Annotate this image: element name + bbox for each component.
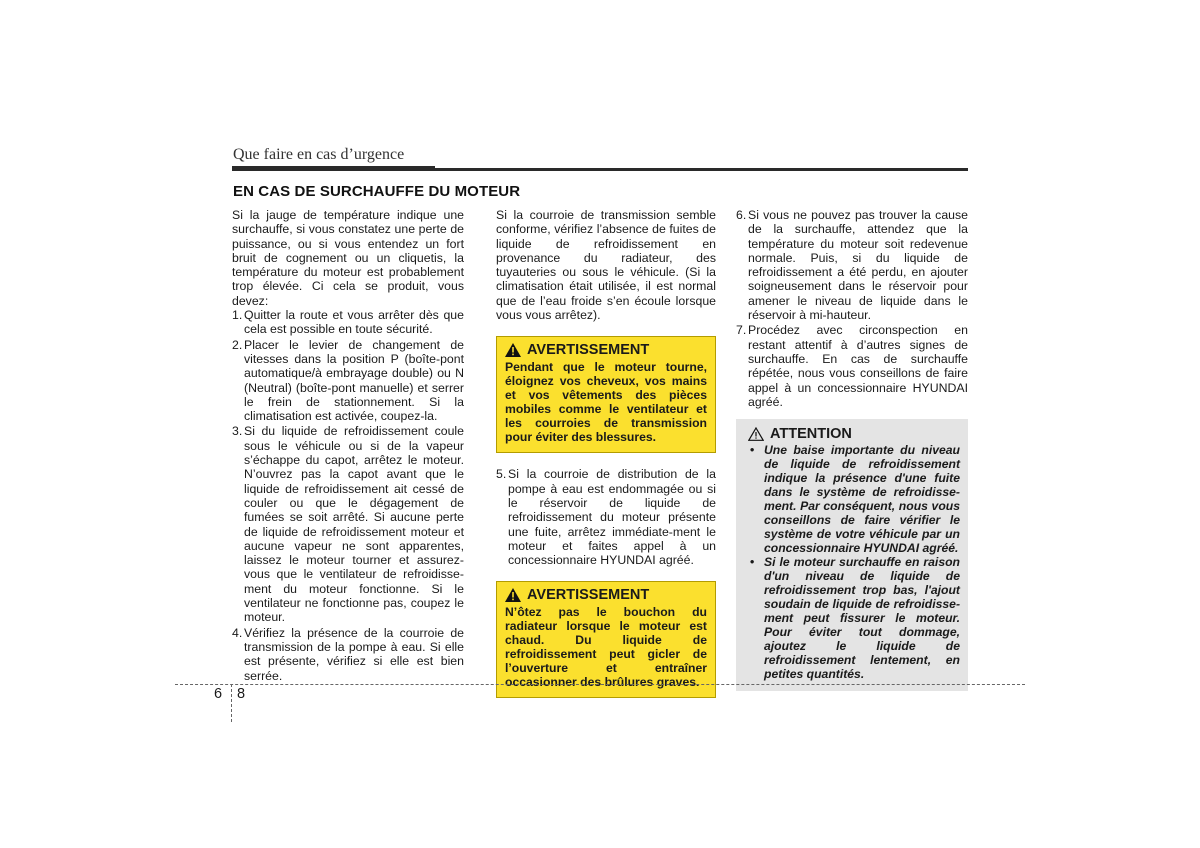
- list-item: • Si le moteur surchauffe en raison d'un niveau de liquide de refroidissement trop bas, l'ajout soudain de liquide de refroidisse-ment peut fissurer le moteur. Pour éviter tout dommage, ajoutez le liquide de refroidissement lentement, en petites quantités.: [750, 555, 960, 682]
- list-item: 3. Si du liquide de refroidissement coule sous le véhicule ou si de la vapeur s’échappe du capot, arrêtez le moteur. N’ouvrez pas la capot avant que le liquide de refroidissement ait cessé de couler ou que le dégagement de fumées se soit arrêté. Si aucune perte de liquide de refroidissement moteur et aucune vapeur ne sont apparentes, laissez le moteur tourner et assurez-vous que le ventilateur de refroidisse-ment du moteur fonctionne. Si le ventilateur ne fonctionne pas, coupez le moteur.: [232, 424, 464, 625]
- list-item: 5. Si la courroie de distribution de la pompe à eau est endommagée ou si le réservoir de liquide de refroidissement du moteur présente une fuite, arrêtez immédiate-ment le moteur et faites appel à un concessionnaire HYUNDAI agréé.: [496, 467, 716, 568]
- page-number: 8: [237, 686, 246, 702]
- footer-rule: [175, 684, 1025, 685]
- section-title: EN CAS DE SURCHAUFFE DU MOTEUR: [233, 183, 521, 200]
- warning-box: [496, 581, 716, 698]
- running-header: Que faire en cas d’urgence: [233, 146, 405, 163]
- column-3: [736, 208, 968, 691]
- attention-title: ATTENTION: [770, 426, 852, 443]
- steps-list: [496, 467, 716, 567]
- list-item: 7. Procédez avec circonspection en restant attentif à d’autres signes de surchauffe. En cas de surchauffe répétée, nous vous conseillons de faire appel à un concessionnaire HYUNDAI agréé.: [736, 323, 968, 409]
- attention-box: [736, 419, 968, 691]
- column-2: [496, 208, 716, 698]
- footer-divider: [231, 684, 232, 722]
- list-item: 1. Quitter la route et vous arrêter dès que cela est possible en toute sécurité.: [232, 308, 464, 337]
- intro-paragraph: Si la courroie de transmission semble conforme, vérifiez l’absence de fuites de liquide de refroidissement en provenance du radiateur, des tuyauteries ou sous le véhicule. (Si la climatisation était utilisée, il est normal que de l’eau froide s’en écoule lorsque vous vous arrêtez).: [496, 208, 716, 323]
- steps-list: [232, 308, 464, 683]
- warning-title: AVERTISSEMENT: [527, 342, 650, 359]
- warning-text: Pendant que le moteur tourne, éloignez vos cheveux, vos mains et vos vêtements des pièces mobiles comme le ventilateur et les courroies de transmission pour éviter des blessures.: [505, 360, 707, 445]
- list-item: 2. Placer le levier de changement de vitesses dans la position P (boîte-pont automatique/à embrayage double) ou N (Neutral) (boîte-pont manuelle) et serrer le frein de stationnement. Si la climatisation est activée, coupez-la.: [232, 337, 464, 424]
- chapter-number: 6: [214, 686, 223, 702]
- warning-triangle-icon: [505, 343, 521, 357]
- steps-list: [736, 208, 968, 409]
- warning-box: [496, 336, 716, 453]
- list-item: 6. Si vous ne pouvez pas trouver la cause de la surchauffe, attendez que la température du moteur soit redevenue normale. Puis, si du liquide de refroidissement a été perdu, en ajouter soigneusement dans le réservoir pour amener le niveau de liquide dans le réservoir à mi-hauteur.: [736, 208, 968, 323]
- intro-paragraph: Si la jauge de température indique une surchauffe, si vous constatez une perte de puissance, ou si vous entendez un fort bruit de cognement ou un cliquetis, la température du moteur est probablement trop élevée. Ci cela se produit, vous devez:: [232, 208, 464, 308]
- warning-triangle-icon: [505, 588, 521, 602]
- list-item: • Une baise importante du niveau de liquide de refroidissement indique la présence d'une fuite dans le système de refroidisse-ment. Par conséquent, nous vous conseillons de faire vérifier le système de votre véhicule par un concessionnaire HYUNDAI agréé.: [750, 443, 960, 556]
- attention-list: [744, 443, 960, 681]
- warning-title: AVERTISSEMENT: [527, 587, 650, 604]
- column-1: [232, 208, 464, 684]
- warning-text: N’ôtez pas le bouchon du radiateur lorsque le moteur est chaud. Du liquide de refroidissement peut gicler de l’ouverture et entraîner occasionner des brûlures graves.: [505, 605, 707, 690]
- header-rule: [232, 168, 968, 171]
- caution-triangle-icon: [748, 427, 764, 441]
- list-item: 4. Vérifiez la présence de la courroie de transmission de la pompe à eau. Si elle est présente, vérifiez si elle est bien serrée.: [232, 625, 464, 683]
